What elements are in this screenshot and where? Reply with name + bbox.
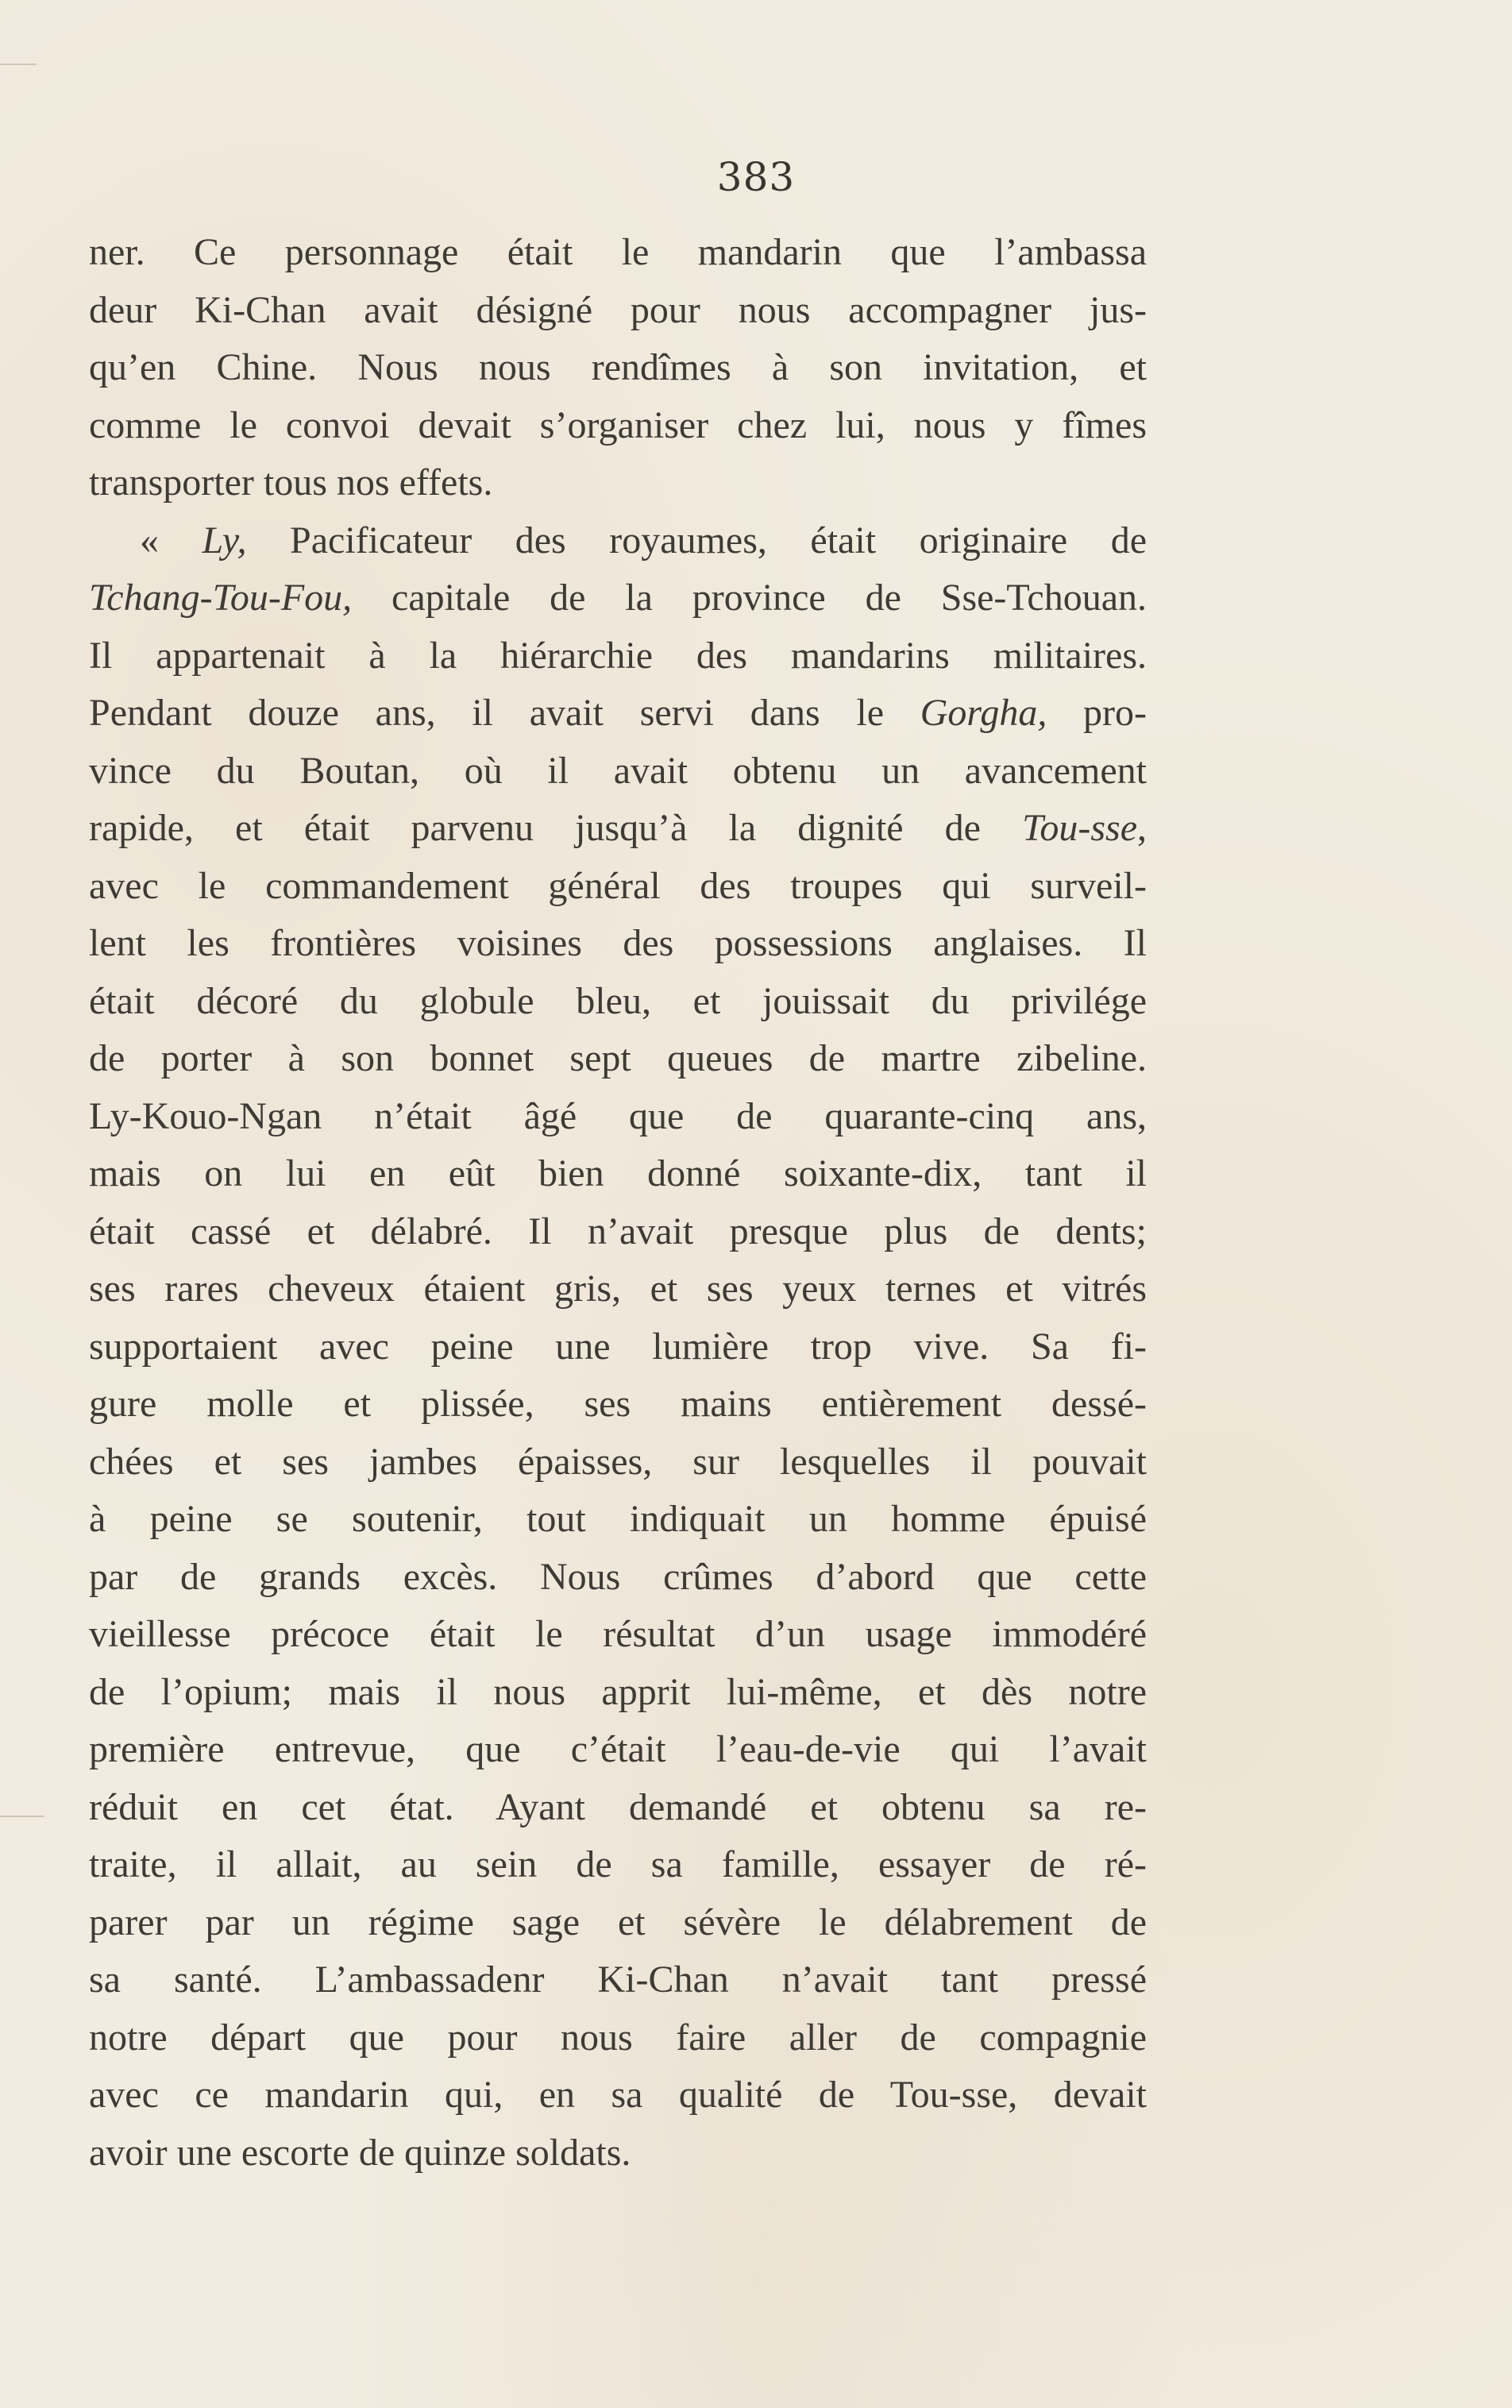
text-line: sa santé. L’ambassadenr Ki-Chan n’avait tant pressé xyxy=(89,1958,1147,2001)
text-line: Pendant douze ans, il avait servi dans le Gorgha, pro- xyxy=(89,692,1148,734)
text-line: par de grands excès. Nous crûmes d’abord que cette xyxy=(89,1555,1147,1598)
text-line: de l’opium; mais il nous apprit lui-même, et dès notre xyxy=(89,1670,1147,1713)
text-line: vieillesse précoce était le résultat d’un usage immodéré xyxy=(89,1613,1147,1655)
text-line: « Ly, Pacificateur des royaumes, était originaire de xyxy=(140,519,1148,561)
text-line: avec ce mandarin qui, en sa qualité de Tou-sse, devait xyxy=(89,2074,1147,2116)
text-line: deur Ki-Chan avait désigné pour nous accompagner jus- xyxy=(89,288,1147,331)
text-line: avoir une escorte de quinze soldats. xyxy=(89,2131,631,2174)
text-line: vince du Boutan, où il avait obtenu un avancement xyxy=(89,749,1147,792)
text-line: Il appartenait à la hiérarchie des mandarins militaires. xyxy=(89,634,1147,677)
text-line: avec le commandement général des troupes qui surveil- xyxy=(89,864,1147,907)
text-line: Ly-Kouo-Ngan n’était âgé que de quarante-cinq ans, xyxy=(89,1094,1147,1137)
text-line: parer par un régime sage et sévère le délabrement de xyxy=(89,1901,1147,1943)
text-line: gure molle et plissée, ses mains entièrement dessé- xyxy=(89,1383,1147,1425)
body-text xyxy=(89,224,1147,2182)
text-line: supportaient avec peine une lumière trop vive. Sa fi- xyxy=(89,1325,1147,1368)
text-line: mais on lui en eût bien donné soixante-dix, tant il xyxy=(89,1152,1147,1194)
text-line: de porter à son bonnet sept queues de martre zibeline. xyxy=(89,1037,1147,1079)
text-line: lent les frontières voisines des possessions anglaises. Il xyxy=(89,922,1147,964)
text-line: réduit en cet état. Ayant demandé et obtenu sa re- xyxy=(89,1785,1147,1828)
text-line: rapide, et était parvenu jusqu’à la dignité de Tou-sse, xyxy=(89,807,1147,849)
text-line: Tchang-Tou-Fou, capitale de la province de Sse-Tchouan. xyxy=(89,577,1147,619)
text-line: première entrevue, que c’était l’eau-de-vie qui l’avait xyxy=(89,1728,1147,1770)
italic-name: Ly, xyxy=(202,519,247,561)
text-line: qu’en Chine. Nous nous rendîmes à son invitation, et xyxy=(89,346,1147,388)
italic-name: Gorgha, xyxy=(920,692,1047,734)
text-line: transporter tous nos effets. xyxy=(89,461,493,504)
text-line: comme le convoi devait s’organiser chez lui, nous y fîmes xyxy=(89,403,1147,446)
text-line: à peine se soutenir, tout indiquait un homme épuisé xyxy=(89,1498,1147,1540)
page-number: 383 xyxy=(716,154,796,200)
text-line: était cassé et délabré. Il n’avait presque plus de dents; xyxy=(89,1210,1147,1252)
italic-name: Tchang-Tou-Fou, xyxy=(89,577,353,619)
text-line: ses rares cheveux étaient gris, et ses yeux ternes et vitrés xyxy=(89,1268,1147,1310)
text-line: ner. Ce personnage était le mandarin que l’ambassa xyxy=(89,231,1147,273)
edge-mark xyxy=(0,64,37,65)
text-line: chées et ses jambes épaisses, sur lesquelles il pouvait xyxy=(89,1440,1147,1483)
edge-mark xyxy=(0,1816,44,1817)
italic-name: Tou-sse xyxy=(1022,807,1137,849)
text-line: était décoré du globule bleu, et jouissait du privilége xyxy=(89,979,1147,1022)
text-line: notre départ que pour nous faire aller de compagnie xyxy=(89,2016,1147,2059)
text-line: traite, il allait, au sein de sa famille, essayer de ré- xyxy=(89,1843,1147,1885)
